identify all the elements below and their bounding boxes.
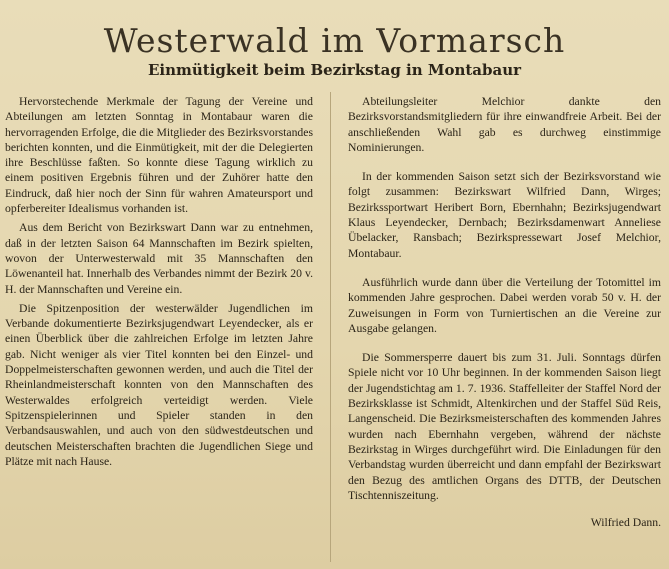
paragraph: In der kommenden Saison setzt sich der Bezirksvorstand wie folgt zusammen: Bezirkswart Wilfried Dann, Wirges; Bezirkssportwart Heribert Born, Ebernhahn; Bezirksjugendwart Klaus Leyendecker, Dernbach; Bezirksdamenwart Anneliese Übelacker, Ransbach; Bezirkspressewart Josef Melchior, Montabaur. [348,170,661,260]
paragraph: Die Spitzenposition der westerwälder Jugendlichen im Verbande dokumentierte Bezirksjugendwart Leyendecker, als er einen Überblick über die zahlreichen Erfolge im letzten Jahre gab. Nicht weniger als vier Titel konnten bei den Einzel- und Doppelmeisterschaften gewonnen werden, und auch die Titel der Rheinlandmeisterschaft konnten von den Mannschaften des Westerwaldes erfolgreich verteidigt werden. Viele Spitzenspielerinnen und Spieler standen in den Verbandsauswahlen, und auch von den südwestdeutschen und deutschen Meisterschaften brachten die Jugendlichen Siege und Plätze mit nach Hause. [5,301,313,468]
left-column [5,94,313,473]
author-signature: Wilfried Dann. [590,516,661,530]
paragraph: Die Sommersperre dauert bis zum 31. Juli. Sonntags dürfen Spiele nicht vor 10 Uhr beginnen. In der kommenden Saison liegt der Jugendstichtag am 1. 7. 1936. Staffelleiter der Staffel Nord der Bezirksklasse ist Schmidt, Altenkirchen und der Staffel Süd Reis, Langenscheid. Die Bezirksmeisterschaften des kommenden Jahres wurden nach Ebernhahn vergeben, während der nächste Bezirkstag in Wirges durchgeführt wird. Die Einladungen für den Verbandstag wurden überreicht und dann empfahl der Bezirkswart den Bezug des amtlichen Organs des DTTB, der Deutschen Tischtenniszeitung. [348,351,661,502]
paragraph: Hervorstechende Merkmale der Tagung der Vereine und Abteilungen am letzten Sonntag in Montabaur waren die hervorragenden Erfolge, die die Mitglieder des Bezirksvorstandes berichten konnten, und die Einmütigkeit, mit der die Delegierten ihre Beschlüsse faßten. So konnte diese Tagung wirklich zu einem positiven Ergebnis führen und der Zuhörer hatte den Eindruck, daß hier noch der Sinn für wahren Amateursport und opferbereiter Idealismus vorhanden ist. [5,95,313,216]
paragraph: Ausführlich wurde dann über die Verteilung der Totomittel im kommenden Jahre gesprochen. Dabei werden vorab 50 v. H. der Zuweisungen in Form von Turniertischen an die Vereine zur Ausgabe gelangen. [348,275,661,335]
right-column [348,94,661,530]
subheadline: Einmütigkeit beim Bezirkstag in Montabaur [147,61,522,80]
paragraph: Aus dem Bericht von Bezirkswart Dann war zu entnehmen, daß in der letzten Saison 64 Mannschaften im Bezirk spielten, wovon der Unterwesterwald mit 35 Mannschaften den Löwenanteil hat. Innerhalb des Verbandes nimmt der Bezirk 20 v. H. der Mannschaften und Vereine ein. [5,221,313,296]
paragraph: Abteilungsleiter Melchior dankte den Bezirksvorstandsmitgliedern für ihre einwandfreie Arbeit. Bei der anschließenden Wahl gab es durchweg einstimmige Nominierungen. [348,95,661,154]
column-divider [330,92,331,562]
headline: Westerwald im Vormarsch [103,21,566,61]
